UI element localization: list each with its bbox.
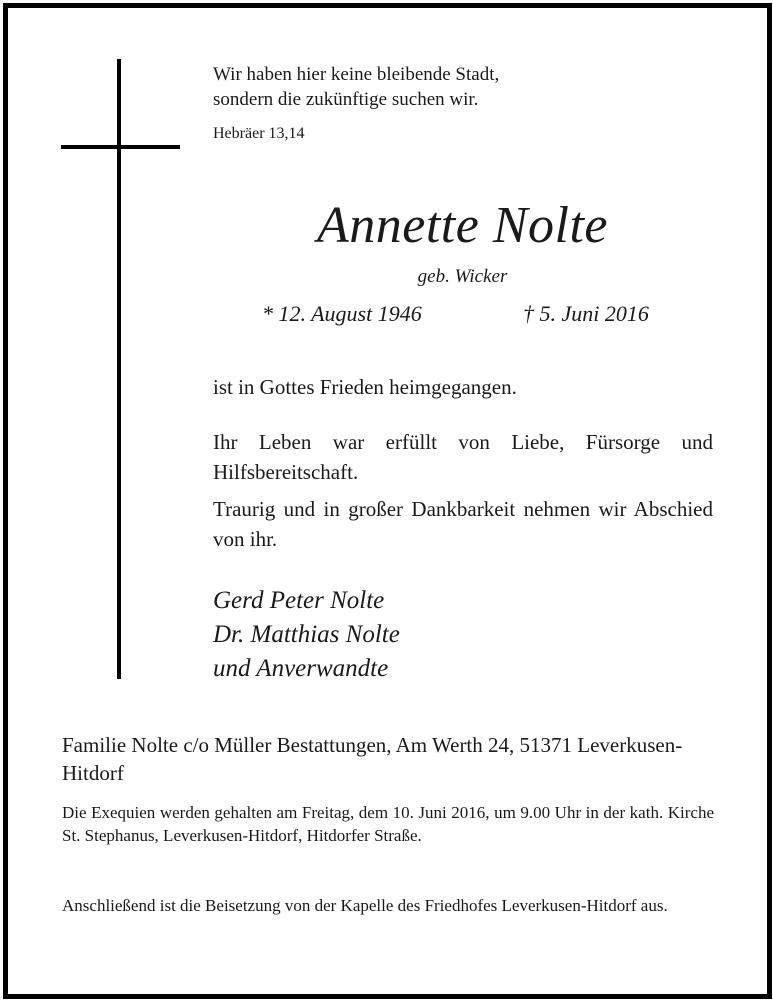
farewell-statement: Traurig und in großer Dankbarkeit nehmen wir Abschied von ihr. bbox=[213, 497, 713, 551]
bible-verse-line-1: Wir haben hier keine bleibende Stadt, bbox=[213, 64, 500, 85]
signer: Gerd Peter Nolte bbox=[213, 587, 385, 614]
family-address: Familie Nolte c/o Müller Bestattungen, Am Werth 24, 51371 Leverkusen-Hitdorf bbox=[62, 733, 683, 785]
burial-notice: Anschließend ist die Beisetzung von der Kapelle des Friedhofes Leverkusen-Hitdorf aus. bbox=[62, 896, 668, 915]
life-statement: Ihr Leben war erfüllt von Liebe, Fürsorge und Hilfsbereitschaft. bbox=[213, 430, 713, 484]
death-date: † 5. Juni 2016 bbox=[523, 301, 649, 326]
bible-verse bbox=[213, 62, 499, 112]
signer: Dr. Matthias Nolte bbox=[213, 621, 400, 648]
maiden-name: geb. Wicker bbox=[417, 266, 508, 287]
passing-statement: ist in Gottes Frieden heimgegangen. bbox=[213, 375, 517, 399]
cross-vertical-bar bbox=[117, 59, 121, 679]
bible-verse-line-2: sondern die zukünftige suchen wir. bbox=[213, 89, 479, 110]
birth-date: * 12. August 1946 bbox=[262, 301, 422, 326]
signers-list bbox=[213, 584, 400, 686]
cross-horizontal-bar bbox=[61, 145, 180, 149]
deceased-name: Annette Nolte bbox=[317, 197, 608, 254]
funeral-service-notice: Die Exequien werden gehalten am Freitag, dem 10. Juni 2016, um 9.00 Uhr in der kath. Kirche St. Stephanus, Leverkusen-Hitdorf, Hitdorfer Straße. bbox=[62, 803, 714, 845]
signer: und Anverwandte bbox=[213, 655, 389, 682]
bible-verse-reference: Hebräer 13,14 bbox=[213, 125, 305, 142]
